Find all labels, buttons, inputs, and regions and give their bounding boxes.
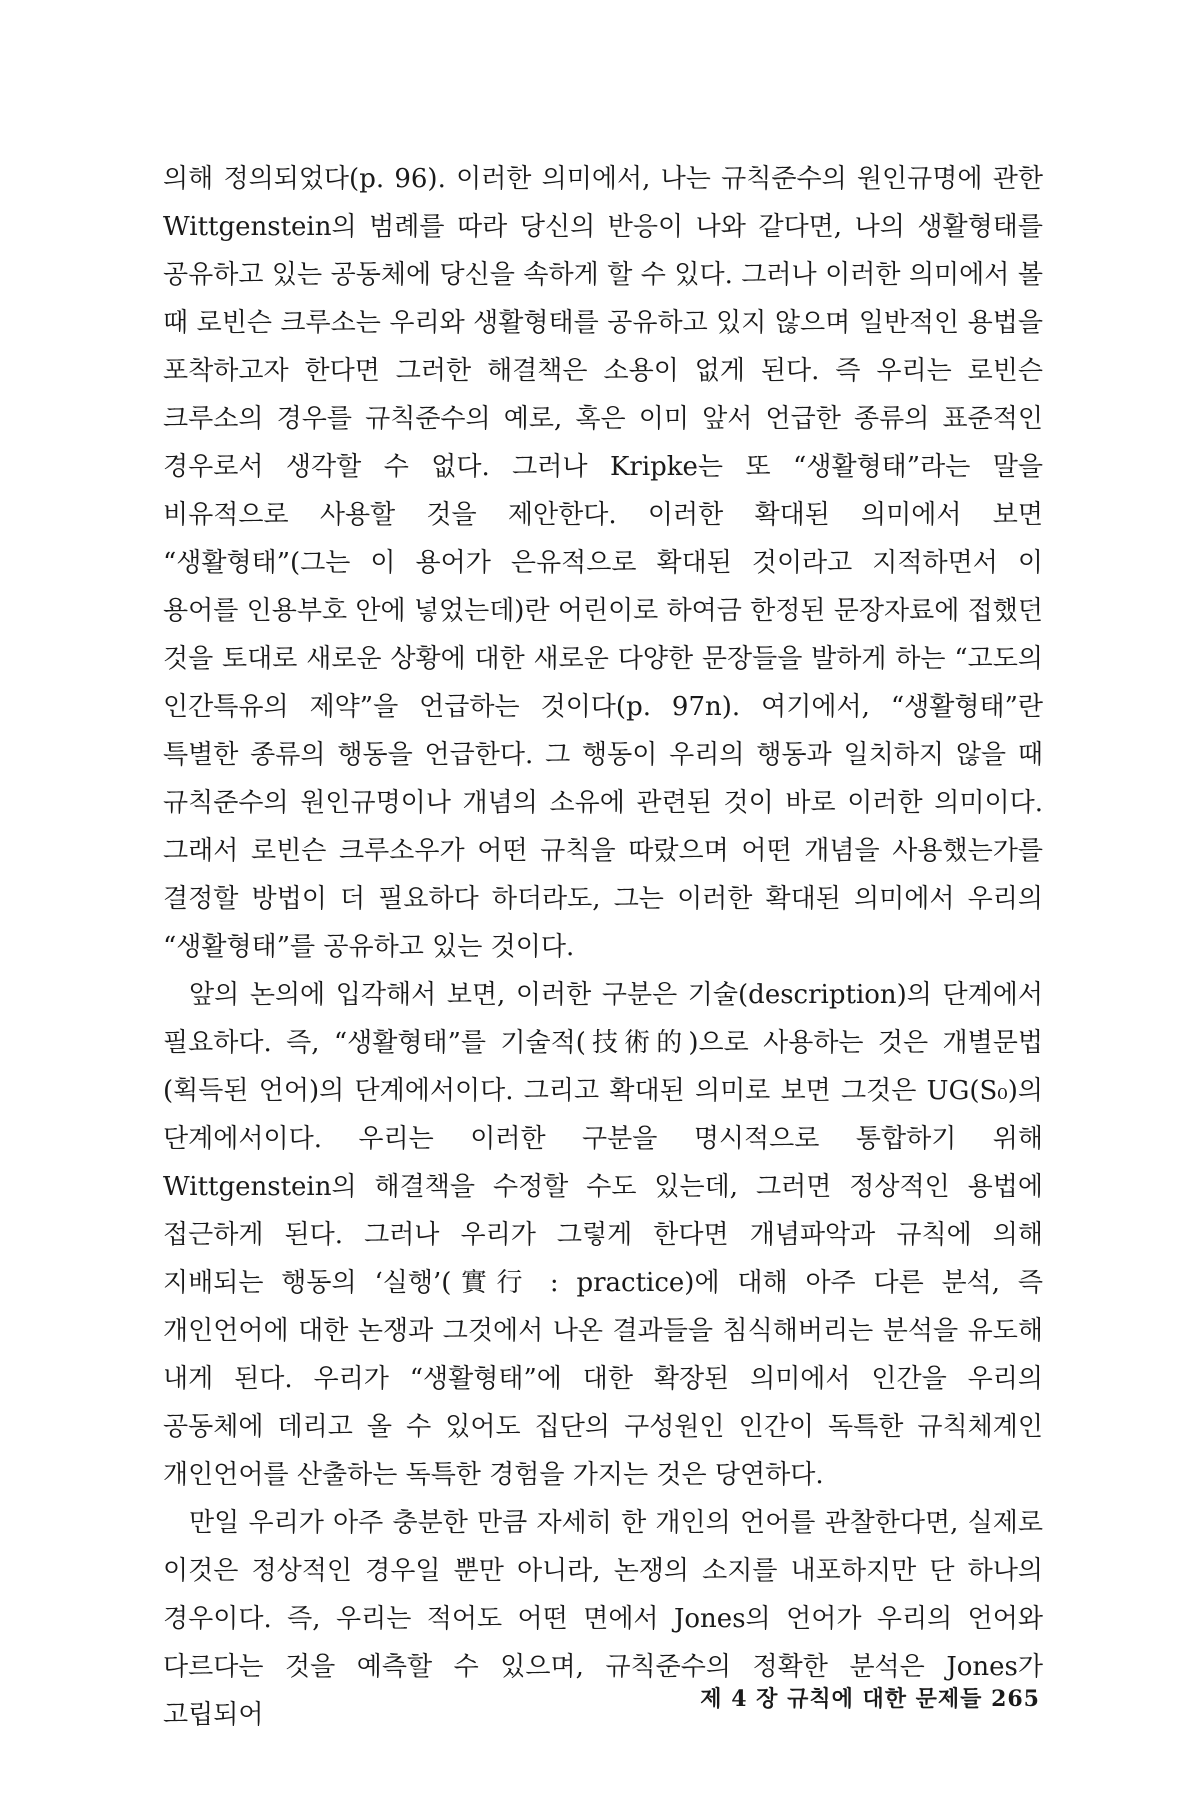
body-text	[163, 155, 1043, 1739]
paragraph-3: 만일 우리가 아주 충분한 만큼 자세히 한 개인의 언어를 관찰한다면, 실제로 이것은 정상적인 경우일 뿐만 아니라, 논쟁의 소지를 내포하지만 단 하나의 경우이다. 즉, 우리는 적어도 어떤 면에서 Jones의 언어가 우리의 언어와 다르다는 것을 예측할 수 있으며, 규칙준수의 정확한 분석은 Jones가 고립되어	[163, 1508, 1043, 1730]
paragraph-2: 앞의 논의에 입각해서 보면, 이러한 구분은 기술(description)의 단계에서 필요하다. 즉, “생활형태”를 기술적(技術的)으로 사용하는 것은 개별문법(획득된 언어)의 단계에서이다. 그리고 확대된 의미로 보면 그것은 UG(S₀)의 단계에서이다. 우리는 이러한 구분을 명시적으로 통합하기 위해 Wittgenstein의 해결책을 수정할 수도 있는데, 그러면 정상적인 용법에 접근하게 된다. 그러나 우리가 그렇게 한다면 개념파악과 규칙에 의해 지배되는 행동의 ‘실행’(實行 : practice)에 대해 아주 다른 분석, 즉 개인언어에 대한 논쟁과 그것에서 나온 결과들을 침식해버리는 분석을 유도해 내게 된다. 우리가 “생활형태”에 대한 확장된 의미에서 인간을 우리의 공동체에 데리고 올 수 있어도 집단의 구성원인 인간이 독특한 규칙체계인 개인언어를 산출하는 독특한 경험을 가지는 것은 당연하다.	[163, 980, 1043, 1490]
running-footer: 제 4 장 규칙에 대한 문제들 265	[700, 1686, 1040, 1712]
paragraph-1: 의해 정의되었다(p. 96). 이러한 의미에서, 나는 규칙준수의 원인규명에 관한 Wittgenstein의 범례를 따라 당신의 반응이 나와 같다면, 나의 생활형태를 공유하고 있는 공동체에 당신을 속하게 할 수 있다. 그러나 이러한 의미에서 볼 때 로빈슨 크루소는 우리와 생활형태를 공유하고 있지 않으며 일반적인 용법을 포착하고자 한다면 그러한 해결책은 소용이 없게 된다. 즉 우리는 로빈슨 크루소의 경우를 규칙준수의 예로, 혹은 이미 앞서 언급한 종류의 표준적인 경우로서 생각할 수 없다. 그러나 Kripke는 또 “생활형태”라는 말을 비유적으로 사용할 것을 제안한다. 이러한 확대된 의미에서 보면 “생활형태”(그는 이 용어가 은유적으로 확대된 것이라고 지적하면서 이 용어를 인용부호 안에 넣었는데)란 어린이로 하여금 한정된 문장자료에 접했던 것을 토대로 새로운 상황에 대한 새로운 다양한 문장들을 발하게 하는 “고도의 인간특유의 제약”을 언급하는 것이다(p. 97n). 여기에서, “생활형태”란 특별한 종류의 행동을 언급한다. 그 행동이 우리의 행동과 일치하지 않을 때 규칙준수의 원인규명이나 개념의 소유에 관련된 것이 바로 이러한 의미이다. 그래서 로빈슨 크루소우가 어떤 규칙을 따랐으며 어떤 개념을 사용했는가를 결정할 방법이 더 필요하다 하더라도, 그는 이러한 확대된 의미에서 우리의 “생활형태”를 공유하고 있는 것이다.	[163, 164, 1043, 962]
